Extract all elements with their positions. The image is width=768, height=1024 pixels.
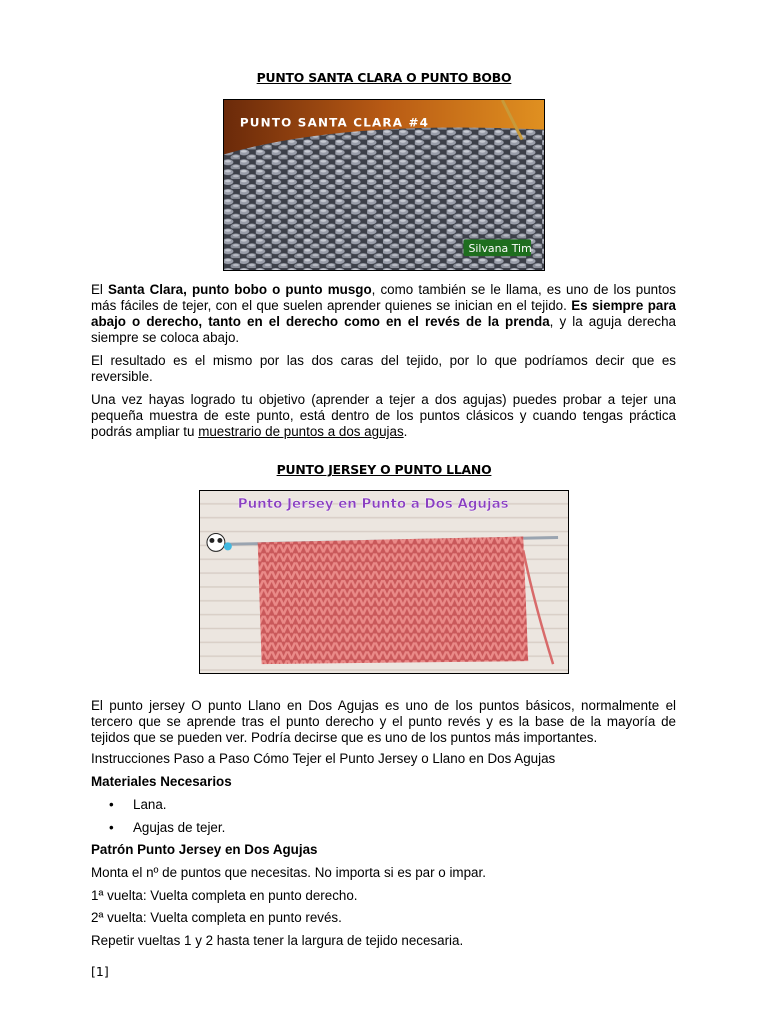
materials-heading: Materiales Necesarios [91, 774, 232, 789]
jersey-knit-image [199, 490, 569, 674]
heading-jersey: PUNTO JERSEY O PUNTO LLANO [276, 462, 492, 477]
instructions-line: Instrucciones Paso a Paso Cómo Tejer el Punto Jersey o Llano en Dos Agujas [91, 751, 556, 766]
step-line-0: Monta el nº de puntos que necesitas. No importa si es par o impar. [91, 865, 486, 880]
paragraph-practice: Una vez hayas logrado tu objetivo (aprender a tejer a dos agujas) puedes probar a tejer una pequeña muestra de este punto, está dentro de los puntos clásicos y cuando tengas práctica podrás ampliar tu muestrario de puntos a dos agujas. [91, 392, 676, 439]
heading-santa-clara: PUNTO SANTA CLARA O PUNTO BOBO [256, 70, 512, 85]
step-line-1: 1ª vuelta: Vuelta completa en punto derecho. [91, 888, 358, 903]
paragraph-jersey-intro: El punto jersey O punto Llano en Dos Agujas es uno de los puntos básicos, normalmente el tercero que se aprende tras el punto derecho y el punto revés y es la base de la mayoría de tejidos que se pueden ver. Podría decirse que es uno de los puntos más importantes. [91, 698, 676, 745]
image-caption-santa-clara: PUNTO SANTA CLARA #4 [239, 115, 430, 130]
garter-stitch-picture [224, 100, 544, 270]
bullet-icon: • [109, 820, 114, 835]
image-watermark: Silvana Tim [468, 242, 532, 256]
list-item-materials-1: • Lana. [109, 797, 167, 812]
footnote-marker[interactable]: [1] [91, 964, 109, 979]
list-item-materials-2: • Agujas de tejer. [109, 820, 226, 835]
step-line-2: 2ª vuelta: Vuelta completa en punto revés. [91, 910, 342, 925]
link-muestrario[interactable]: muestrario de puntos a dos agujas [198, 424, 404, 439]
bullet-icon: • [109, 797, 114, 812]
image-caption-jersey: Punto Jersey en Punto a Dos Agujas [237, 496, 509, 512]
stockinette-stitch-picture [200, 491, 568, 673]
paragraph-reversible: El resultado es el mismo por las dos caras del tejido, por lo que podríamos decir que es reversible. [91, 353, 676, 384]
paragraph-santa-clara-intro: El Santa Clara, punto bobo o punto musgo, como también se le llama, es uno de los puntos más fáciles de tejer, con el que suelen aprender quienes se inician en el tejido. Es siempre para abajo o derecho, tanto en el derecho como en el revés de la prenda, y la aguja derecha siempre se coloca abajo. [91, 282, 676, 345]
santa-clara-knit-image [223, 99, 545, 271]
pattern-heading: Patrón Punto Jersey en Dos Agujas [91, 842, 318, 857]
step-line-3: Repetir vueltas 1 y 2 hasta tener la largura de tejido necesaria. [91, 933, 464, 948]
